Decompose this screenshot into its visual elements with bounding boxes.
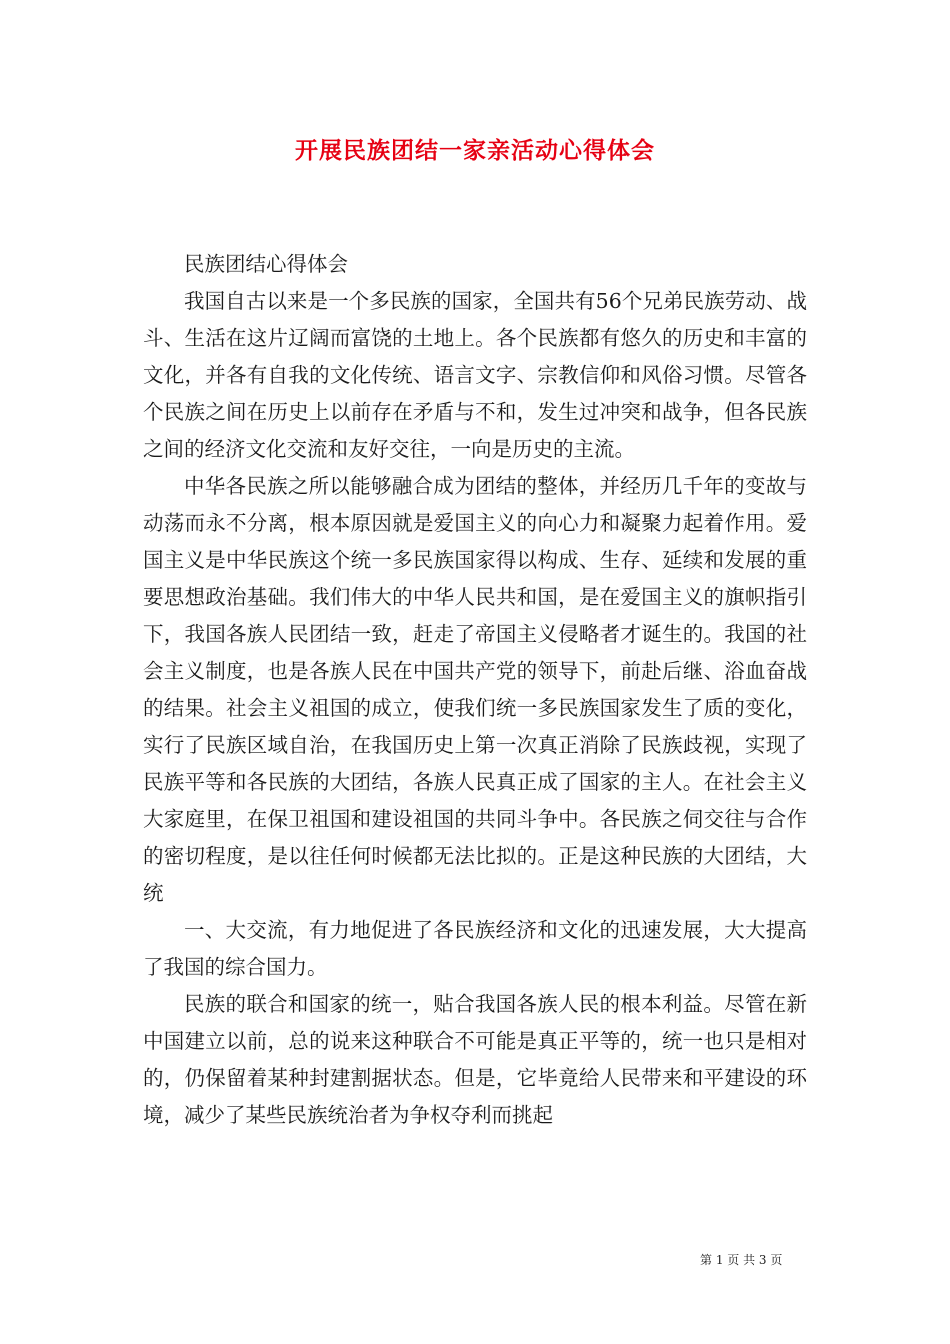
paragraph: 我国自古以来是一个多民族的国家，全国共有56个兄弟民族劳动、战斗、生活在这片辽阔而富饶的土地上。各个民族都有悠久的历史和丰富的文化，并各有自我的文化传统、语言文字、宗教信仰和风俗习惯。尽管各个民族之间在历史上以前存在矛盾与不和，发生过冲突和战争，但各民族之间的经济文化交流和友好交往，一向是历史的主流。	[143, 289, 807, 461]
document-body	[143, 246, 807, 1134]
paragraph: 中华各民族之所以能够融合成为团结的整体，并经历几千年的变故与动荡而永不分离，根本原因就是爱国主义的向心力和凝聚力起着作用。爱国主义是中华民族这个统一多民族国家得以构成、生存、延续和发展的重要思想政治基础。我们伟大的中华人民共和国，是在爱国主义的旗帜指引下，我国各族人民团结一致，赶走了帝国主义侵略者才诞生的。我国的社会主义制度，也是各族人民在中国共产党的领导下，前赴后继、浴血奋战的结果。社会主义祖国的成立，使我们统一多民族国家发生了质的变化，实行了民族区域自治，在我国历史上第一次真正消除了民族歧视，实现了民族平等和各民族的大团结，各族人民真正成了国家的主人。在社会主义大家庭里，在保卫祖国和建设祖国的共同斗争中。各民族之伺交往与合作的密切程度，是以往任何时候都无法比拟的。正是这种民族的大团结，大统	[143, 474, 807, 905]
paragraph: 民族的联合和国家的统一，贴合我国各族人民的根本利益。尽管在新中国建立以前，总的说来这种联合不可能是真正平等的，统一也只是相对的，仍保留着某种封建割据状态。但是，它毕竟给人民带来和平建设的环境，减少了某些民族统治者为争权夺利而挑起	[143, 992, 807, 1127]
paragraph: 一、大交流，有力地促进了各民族经济和文化的迅速发展，大大提高了我国的综合国力。	[143, 918, 807, 979]
document-title: 开展民族团结一家亲活动心得体会	[295, 137, 655, 164]
paragraph-subheading: 民族团结心得体会	[184, 252, 348, 276]
page-number-footer: 第 1 页 共 3 页	[700, 1253, 783, 1267]
